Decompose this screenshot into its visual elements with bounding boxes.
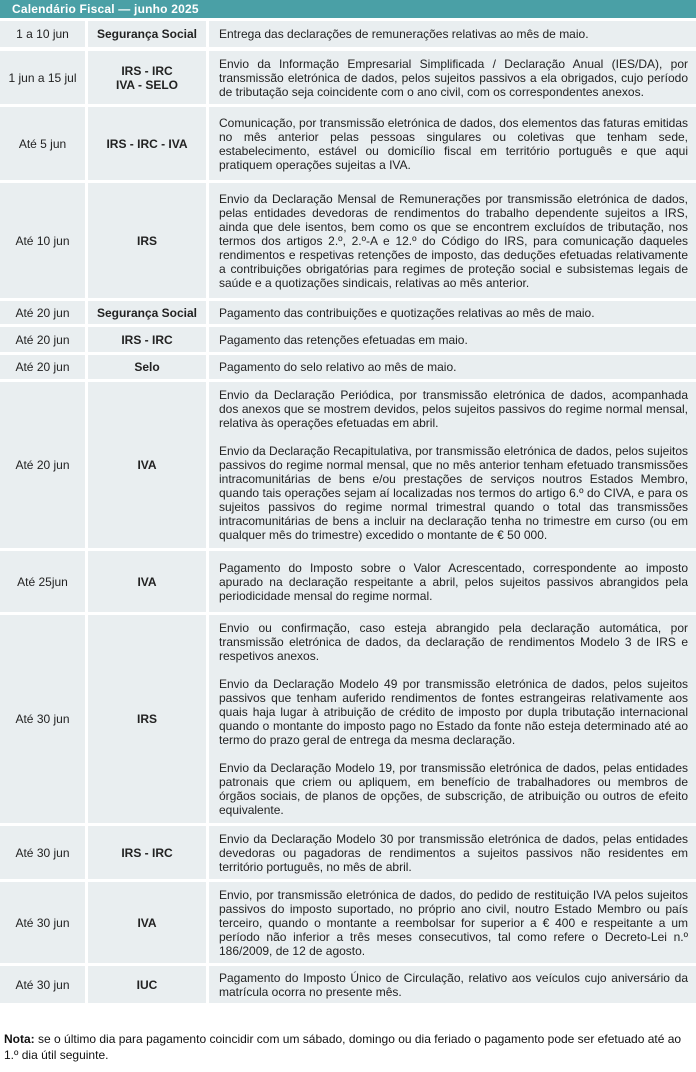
obligation-description	[219, 333, 688, 347]
deadline-cell	[0, 51, 85, 104]
obligation-description	[219, 888, 688, 958]
tax-type-cell	[88, 21, 206, 47]
tax-type-cell	[88, 355, 206, 379]
obligation-paragraph: Envio, por transmissão eletrónica de dados, do pedido de restituição IVA pelos sujeitos passivos do imposto suportado, no próprio ano civil, noutro Estado Membro ou país terceiro, quando o montante a reembolsar for superior a € 400 e respeitante a um período não inferior a três meses consecutivos, tal como refere o Decreto-Lei n.º 186/2009, de 12 de agosto.	[219, 887, 688, 958]
table-row	[0, 107, 696, 180]
obligation-cell	[209, 327, 696, 352]
obligation-description	[219, 971, 688, 999]
obligation-cell	[209, 301, 696, 324]
deadline-cell	[0, 107, 85, 180]
obligation-cell	[209, 615, 696, 823]
obligation-description	[219, 27, 688, 41]
obligation-description	[219, 116, 688, 172]
tax-type-text: IRS - IRC	[121, 332, 173, 347]
deadline-text: Até 30 jun	[15, 845, 70, 860]
deadline-text: Até 20 jun	[15, 360, 70, 374]
obligation-description	[219, 621, 688, 817]
obligation-description	[219, 57, 688, 99]
tax-type-text: IRS	[136, 712, 157, 726]
obligation-description	[219, 388, 688, 542]
obligation-description	[219, 360, 688, 374]
obligation-description	[219, 561, 688, 603]
obligation-cell	[209, 21, 696, 47]
obligation-paragraph: Pagamento das retenções efetuadas em maio.	[219, 332, 468, 347]
table-row	[0, 382, 696, 548]
table-row	[0, 183, 696, 298]
deadline-text: Até 30 jun	[15, 712, 70, 726]
deadline-text: Até 5 jun	[18, 136, 67, 151]
tax-type-text: IUC	[136, 977, 158, 992]
tax-type-text: IRS - IRC IVA - SELO	[115, 63, 178, 92]
obligation-cell	[209, 551, 696, 612]
obligation-paragraph: Pagamento do Imposto sobre o Valor Acrescentado, correspondente ao imposto apurado na declaração respeitante a abril, pelos sujeitos passivos abrangidos pela periodicidade mensal do regime normal.	[219, 560, 688, 603]
tax-type-cell	[88, 551, 206, 612]
tax-type-text: IVA	[137, 915, 157, 930]
tax-type-text: IVA	[137, 458, 157, 472]
footnote	[4, 1031, 690, 1063]
obligation-cell	[209, 882, 696, 963]
table-row	[0, 21, 696, 47]
obligation-description	[219, 192, 688, 290]
tax-type-text: Segurança Social	[96, 305, 198, 320]
obligation-paragraph: Envio ou confirmação, caso esteja abrangido pela declaração automática, por transmissão eletrónica de dados, da declaração de rendimentos Modelo 3 de IRS e respetivos anexos.	[219, 621, 688, 663]
deadline-text: 1 jun a 15 jul	[8, 70, 77, 85]
obligation-paragraph: Pagamento do Imposto Único de Circulação, relativo aos veículos cujo aniversário da matrícula ocorra no presente mês.	[219, 970, 688, 999]
deadline-cell	[0, 615, 85, 823]
footnote-text: se o último dia para pagamento coincidir com um sábado, domingo ou dia feriado o pagamento pode ser efetuado até ao 1.º dia útil seguinte.	[4, 1032, 682, 1062]
tax-type-cell	[88, 882, 206, 963]
deadline-cell	[0, 966, 85, 1003]
tax-type-cell	[88, 301, 206, 324]
obligation-paragraph: Envio da Declaração Modelo 19, por transmissão eletrónica de dados, pelas entidades patronais que criem ou apliquem, em benefício de trabalhadores ou membros de órgãos sociais, de planos de opções, de subscrição, de atribuição ou outros de efeito equivalente.	[219, 761, 688, 817]
tax-type-text: IVA	[137, 574, 157, 589]
obligation-paragraph: Envio da Informação Empresarial Simplificada / Declaração Anual (IES/DA), por transmissão eletrónica de dados, pelos sujeitos passivos a ela obrigados, cujo período de tributação seja coincidente com o ano civil, com os correspondentes anexos.	[219, 56, 688, 99]
deadline-cell	[0, 551, 85, 612]
tax-type-text: IRS - IRC	[121, 845, 173, 860]
deadline-cell	[0, 183, 85, 298]
obligation-cell	[209, 183, 696, 298]
deadline-text: Até 20 jun	[15, 332, 70, 347]
obligation-paragraph: Envio da Declaração Modelo 49 por transmissão eletrónica de dados, pelos sujeitos passivos que tenham auferido rendimentos de fontes estrangeiras relativamente aos quais haja lugar à atribuição de crédito de imposto por dupla tributação internacional quando o montante do imposto pago no Estado da fonte não esteja determinado até ao termo do prazo geral de entrega da mesma declaração.	[219, 677, 688, 747]
deadline-text: Até 20 jun	[15, 305, 70, 320]
obligation-paragraph: Comunicação, por transmissão eletrónica de dados, dos elementos das faturas emitidas no mês anterior pelas pessoas singulares ou coletivas que tenham sede, estabelecimento, estável ou domicílio fiscal em território português e que aqui pratiquem operações sujeitas a IVA.	[219, 115, 688, 172]
footnote-label: Nota:	[4, 1032, 35, 1046]
deadline-text: Até 30 jun	[15, 915, 70, 930]
obligation-description	[219, 832, 688, 874]
tax-type-cell	[88, 826, 206, 879]
deadline-cell	[0, 301, 85, 324]
tax-type-text: IRS	[136, 233, 157, 248]
obligation-cell	[209, 966, 696, 1003]
tax-type-cell	[88, 327, 206, 352]
deadline-text: Até 25jun	[17, 574, 68, 589]
table-row	[0, 551, 696, 612]
obligation-cell	[209, 355, 696, 379]
deadline-cell	[0, 327, 85, 352]
obligation-paragraph: Envio da Declaração Mensal de Remunerações por transmissão eletrónica de dados, pelas entidades devedoras de rendimentos do trabalho dependente sujeitos a IRS, ainda que dele isentos, bem como os que se encontrem excluídos de tributação, nos termos dos artigos 2.º, 2.º-A e 12.º do Código do IRS, para comunicação daqueles rendimentos e respetivas retenções de imposto, das deduções efetuadas relativamente a contribuições obrigatórias para regimes de proteção social e subsistemas legais de saúde e a quotizações sindicais, relativas ao mês anterior.	[219, 191, 688, 290]
obligation-paragraph: Envio da Declaração Recapitulativa, por transmissão eletrónica de dados, pelos sujeitos passivos do regime normal mensal, que no mês anterior tenham efetuado transmissões intracomunitárias de bens e/ou prestações de serviços noutros Estados Membro, quando tais operações sejam aí localizadas nos termos do artigo 6.º do CIVA, e para os sujeitos passivos do regime normal trimestral quando o total das transmissões intracomunitárias de bens a incluir na declaração tenha no trimestre em curso (ou em qualquer mês do trimestre) excedido o montante de € 50 000.	[219, 444, 688, 542]
deadline-cell	[0, 382, 85, 548]
table-row	[0, 327, 696, 352]
obligation-cell	[209, 382, 696, 548]
deadline-text: Até 10 jun	[15, 233, 70, 248]
tax-type-text: Selo	[134, 360, 160, 374]
tax-type-cell	[88, 966, 206, 1003]
obligation-paragraph: Envio da Declaração Modelo 30 por transmissão eletrónica de dados, pelas entidades devedoras ou pagadoras de rendimentos a sujeitos passivos não residentes em território português, no mês de abril.	[219, 831, 688, 874]
tax-type-cell	[88, 107, 206, 180]
deadline-cell	[0, 355, 85, 379]
obligation-cell	[209, 826, 696, 879]
table-row	[0, 882, 696, 963]
obligation-cell	[209, 51, 696, 104]
calendar-title: Calendário Fiscal — junho 2025	[0, 0, 696, 18]
obligation-paragraph: Entrega das declarações de remunerações relativas ao mês de maio.	[219, 27, 589, 41]
tax-type-text: Segurança Social	[96, 27, 198, 41]
tax-type-cell	[88, 51, 206, 104]
tax-type-cell	[88, 615, 206, 823]
deadline-cell	[0, 826, 85, 879]
tax-type-text: IRS - IRC - IVA	[106, 136, 188, 151]
deadline-text: Até 30 jun	[15, 977, 70, 992]
obligation-paragraph: Pagamento do selo relativo ao mês de maio.	[219, 360, 457, 374]
obligation-description	[219, 306, 688, 320]
table-row	[0, 966, 696, 1003]
obligation-paragraph: Pagamento das contribuições e quotizações relativas ao mês de maio.	[219, 305, 595, 320]
tax-type-cell	[88, 382, 206, 548]
obligation-cell	[209, 107, 696, 180]
table-row	[0, 301, 696, 324]
deadline-cell	[0, 882, 85, 963]
table-row	[0, 51, 696, 104]
table-row	[0, 615, 696, 823]
deadline-cell	[0, 21, 85, 47]
table-row	[0, 826, 696, 879]
obligation-paragraph: Envio da Declaração Periódica, por transmissão eletrónica de dados, acompanhada dos anexos que se mostrem devidos, pelos sujeitos passivos do regime normal mensal, relativa às operações efetuadas em abril.	[219, 388, 688, 430]
table-row	[0, 355, 696, 379]
deadline-text: 1 a 10 jun	[16, 27, 69, 41]
deadline-text: Até 20 jun	[15, 458, 70, 472]
tax-type-cell	[88, 183, 206, 298]
